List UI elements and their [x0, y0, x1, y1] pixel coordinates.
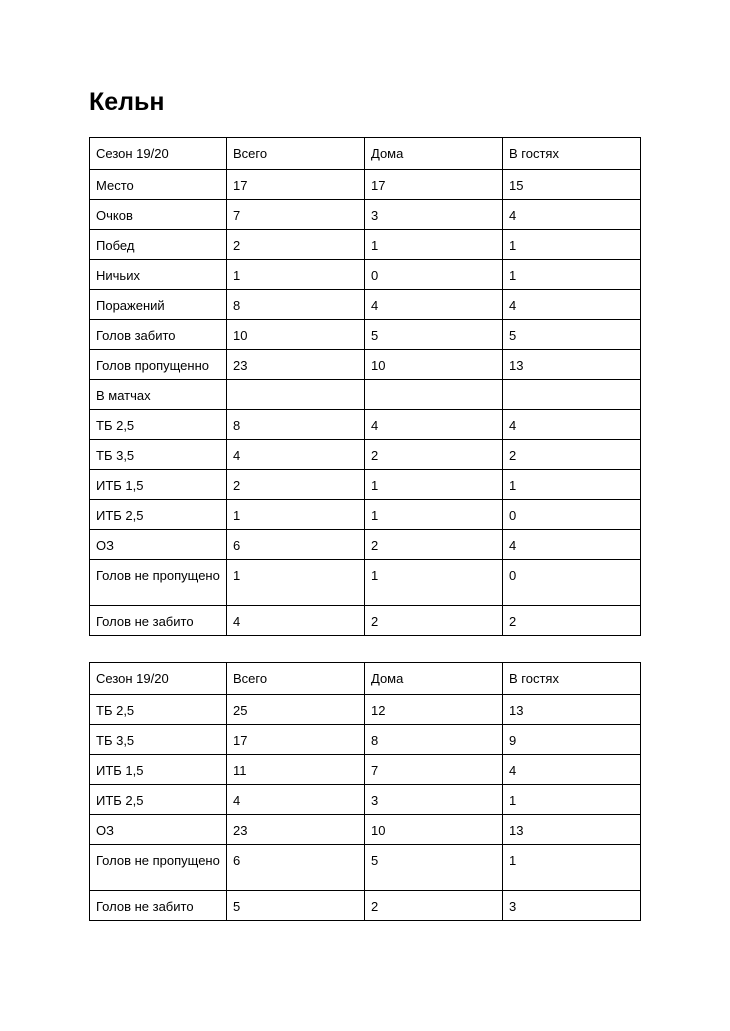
value-cell: 0: [365, 260, 503, 290]
row-label-cell: ИТБ 1,5: [90, 470, 227, 500]
table-row: [90, 350, 641, 380]
value-cell: 0: [503, 560, 641, 606]
row-label-cell: Голов не пропущено: [90, 560, 227, 606]
row-label-cell: Голов не забито: [90, 891, 227, 921]
table-row: [90, 260, 641, 290]
value-cell: 4: [365, 410, 503, 440]
value-cell: 1: [365, 560, 503, 606]
value-cell: 8: [365, 725, 503, 755]
table-row: [90, 230, 641, 260]
value-cell: 4: [227, 606, 365, 636]
value-cell: 23: [227, 815, 365, 845]
table-row: [90, 470, 641, 500]
value-cell: Всего: [227, 663, 365, 695]
value-cell: В гостях: [503, 663, 641, 695]
value-cell: 5: [503, 320, 641, 350]
value-cell: [503, 380, 641, 410]
table-row: [90, 380, 641, 410]
row-label-cell: Голов не пропущено: [90, 845, 227, 891]
value-cell: 5: [365, 320, 503, 350]
value-cell: 5: [227, 891, 365, 921]
value-cell: 2: [503, 440, 641, 470]
row-label-cell: ИТБ 1,5: [90, 755, 227, 785]
value-cell: 2: [227, 230, 365, 260]
value-cell: 0: [503, 500, 641, 530]
match-stats-table: [89, 662, 641, 921]
value-cell: 11: [227, 755, 365, 785]
value-cell: 3: [503, 891, 641, 921]
value-cell: 13: [503, 815, 641, 845]
value-cell: 1: [503, 845, 641, 891]
table-row: [90, 440, 641, 470]
value-cell: 4: [227, 440, 365, 470]
value-cell: 1: [227, 500, 365, 530]
page-title: Кельн: [89, 88, 165, 116]
value-cell: 7: [227, 200, 365, 230]
row-label-cell: ОЗ: [90, 530, 227, 560]
row-label-cell: Поражений: [90, 290, 227, 320]
value-cell: В гостях: [503, 138, 641, 170]
table-row: [90, 530, 641, 560]
value-cell: Дома: [365, 138, 503, 170]
table-row: [90, 695, 641, 725]
table-row: [90, 200, 641, 230]
row-label-cell: Ничьих: [90, 260, 227, 290]
row-label-cell: Побед: [90, 230, 227, 260]
value-cell: 4: [503, 200, 641, 230]
row-label-cell: Голов пропущенно: [90, 350, 227, 380]
value-cell: 2: [503, 606, 641, 636]
value-cell: 1: [227, 260, 365, 290]
value-cell: 17: [227, 170, 365, 200]
value-cell: 2: [365, 530, 503, 560]
value-cell: 10: [365, 350, 503, 380]
season-stats-table: [89, 137, 641, 636]
value-cell: 5: [365, 845, 503, 891]
value-cell: 12: [365, 695, 503, 725]
value-cell: 1: [365, 470, 503, 500]
value-cell: 17: [227, 725, 365, 755]
table-row: [90, 725, 641, 755]
value-cell: 13: [503, 695, 641, 725]
value-cell: 4: [503, 530, 641, 560]
value-cell: 1: [503, 470, 641, 500]
row-label-cell: ТБ 2,5: [90, 410, 227, 440]
value-cell: Всего: [227, 138, 365, 170]
value-cell: 1: [365, 500, 503, 530]
row-label-cell: ТБ 3,5: [90, 440, 227, 470]
value-cell: 9: [503, 725, 641, 755]
value-cell: 1: [503, 230, 641, 260]
value-cell: 2: [227, 470, 365, 500]
value-cell: 4: [503, 410, 641, 440]
table-row: [90, 410, 641, 440]
value-cell: 1: [503, 260, 641, 290]
row-label-cell: ТБ 3,5: [90, 725, 227, 755]
table-row: [90, 606, 641, 636]
table-header-row: [90, 138, 641, 170]
value-cell: Дома: [365, 663, 503, 695]
row-label-cell: В матчах: [90, 380, 227, 410]
row-label-cell: ИТБ 2,5: [90, 785, 227, 815]
value-cell: 2: [365, 891, 503, 921]
value-cell: 17: [365, 170, 503, 200]
table-header-row: [90, 663, 641, 695]
row-label-cell: ОЗ: [90, 815, 227, 845]
value-cell: [227, 380, 365, 410]
row-label-cell: Голов не забито: [90, 606, 227, 636]
value-cell: 1: [365, 230, 503, 260]
value-cell: 4: [503, 290, 641, 320]
value-cell: 6: [227, 530, 365, 560]
value-cell: 3: [365, 785, 503, 815]
row-label-cell: Голов забито: [90, 320, 227, 350]
value-cell: 4: [365, 290, 503, 320]
value-cell: 13: [503, 350, 641, 380]
row-label-cell: Сезон 19/20: [90, 138, 227, 170]
value-cell: 2: [365, 440, 503, 470]
row-label-cell: Место: [90, 170, 227, 200]
value-cell: 8: [227, 290, 365, 320]
table-row: [90, 320, 641, 350]
row-label-cell: ТБ 2,5: [90, 695, 227, 725]
row-label-cell: ИТБ 2,5: [90, 500, 227, 530]
value-cell: 1: [227, 560, 365, 606]
value-cell: 15: [503, 170, 641, 200]
table-row: [90, 785, 641, 815]
value-cell: 8: [227, 410, 365, 440]
table-row: [90, 891, 641, 921]
table-row: [90, 845, 641, 891]
table-row: [90, 170, 641, 200]
value-cell: 10: [365, 815, 503, 845]
value-cell: 25: [227, 695, 365, 725]
value-cell: 7: [365, 755, 503, 785]
row-label-cell: Очков: [90, 200, 227, 230]
value-cell: 1: [503, 785, 641, 815]
value-cell: [365, 380, 503, 410]
value-cell: 23: [227, 350, 365, 380]
table-row: [90, 290, 641, 320]
value-cell: 4: [227, 785, 365, 815]
value-cell: 4: [503, 755, 641, 785]
table-row: [90, 500, 641, 530]
value-cell: 6: [227, 845, 365, 891]
table-row: [90, 755, 641, 785]
row-label-cell: Сезон 19/20: [90, 663, 227, 695]
value-cell: 2: [365, 606, 503, 636]
table-row: [90, 815, 641, 845]
value-cell: 10: [227, 320, 365, 350]
table-row: [90, 560, 641, 606]
value-cell: 3: [365, 200, 503, 230]
